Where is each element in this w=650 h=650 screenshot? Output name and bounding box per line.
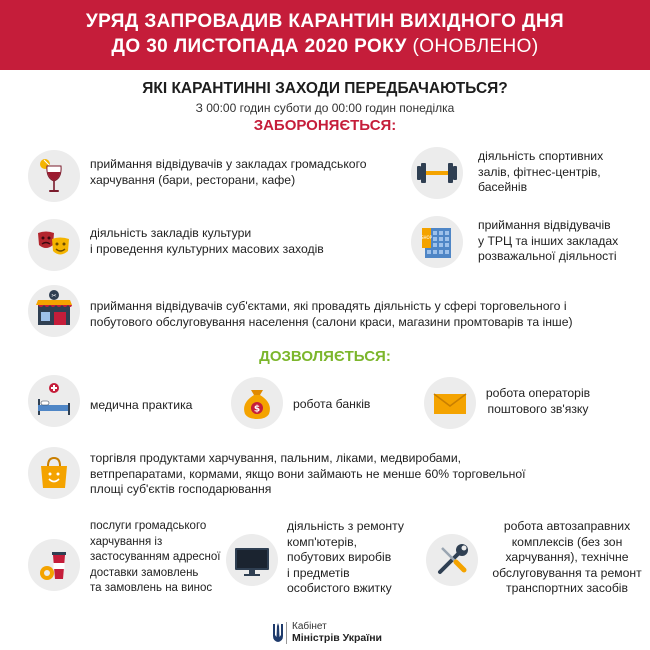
allowed-text-medical: медична практика xyxy=(90,398,193,412)
theatre-masks-icon xyxy=(28,219,80,271)
hospital-bed-icon xyxy=(28,375,80,427)
allowed-text-post: робота операторів поштового зв'язку xyxy=(485,386,591,416)
money-bag-icon xyxy=(231,377,283,429)
envelope-icon xyxy=(424,377,476,429)
header-title-line1: УРЯД ЗАПРОВАДИВ КАРАНТИН ВИХІДНОГО ДНЯ xyxy=(85,11,565,32)
shop-building-icon xyxy=(411,216,463,268)
svg-text:SHOP: SHOP xyxy=(420,235,433,240)
allowed-text-auto: робота автозаправних комплексів (без зон харчування), технічне обслуговування та ремонт транспортних засобів xyxy=(492,519,642,595)
banned-heading: ЗАБОРОНЯЄТЬСЯ: xyxy=(253,117,397,134)
wine-glass-icon xyxy=(28,150,80,202)
shopping-bag-icon xyxy=(28,447,80,499)
header-date: ДО 30 ЛИСТОПАДА 2020 РОКУ xyxy=(111,36,407,57)
banned-text-sports: діяльність спортивних залів, фітнес-центрів, басейнів xyxy=(478,149,604,194)
computer-monitor-icon xyxy=(226,534,278,586)
header-title-line2 xyxy=(0,36,650,58)
svg-text:✂: ✂ xyxy=(51,292,57,300)
allowed-text-catering: послуги громадського харчування із застосуванням адресної доставки замовлень та замовлень на винос xyxy=(90,520,221,594)
trident-emblem-icon xyxy=(272,622,284,644)
allowed-text-repair: діяльність з ремонту комп'ютерів, побутових виробів і предметів особистого вжитку xyxy=(287,519,404,595)
salon-store-icon xyxy=(28,285,80,337)
allowed-text-groceries: торгівля продуктами харчування, пальним, ліками, медвиробами, ветпрепаратами, кормами, якщо вони займають не менше 60% торговельної площі суб'єктів господарювання xyxy=(90,451,526,496)
header-updated-note: (ОНОВЛЕНО) xyxy=(412,36,539,57)
allowed-heading: ДОЗВОЛЯЄТЬСЯ: xyxy=(259,348,391,365)
dumbbell-icon xyxy=(411,147,463,199)
time-subtitle: З 00:00 годин суботи до 00:00 годин понеділка xyxy=(195,101,455,115)
banned-text-malls: приймання відвідувачів у ТРЦ та інших закладах розважальної діяльності xyxy=(478,218,619,263)
takeaway-cup-icon xyxy=(28,539,80,591)
header-banner xyxy=(0,0,650,70)
svg-text:$: $ xyxy=(253,404,261,415)
banned-text-catering: приймання відвідувачів у закладах громадського харчування (бари, ресторани, кафе) xyxy=(90,157,367,187)
footer-logo xyxy=(272,620,392,646)
footer-line2: Міністрів України xyxy=(292,632,382,644)
banned-text-services: приймання відвідувачів суб'єктами, які провадять діяльність у сфері торговельного і побутового обслуговування населення (салони краси, магазини промтоварів та інше) xyxy=(90,299,573,329)
banned-text-culture: діяльність закладів культури і проведення культурних масових заходів xyxy=(90,226,324,256)
allowed-text-banks: робота банків xyxy=(293,397,371,411)
wrench-screwdriver-icon xyxy=(426,534,478,586)
footer-line1: Кабінет xyxy=(292,621,327,632)
footer-divider xyxy=(286,622,287,644)
question-heading: ЯКІ КАРАНТИННІ ЗАХОДИ ПЕРЕДБАЧАЮТЬСЯ? xyxy=(142,80,508,97)
